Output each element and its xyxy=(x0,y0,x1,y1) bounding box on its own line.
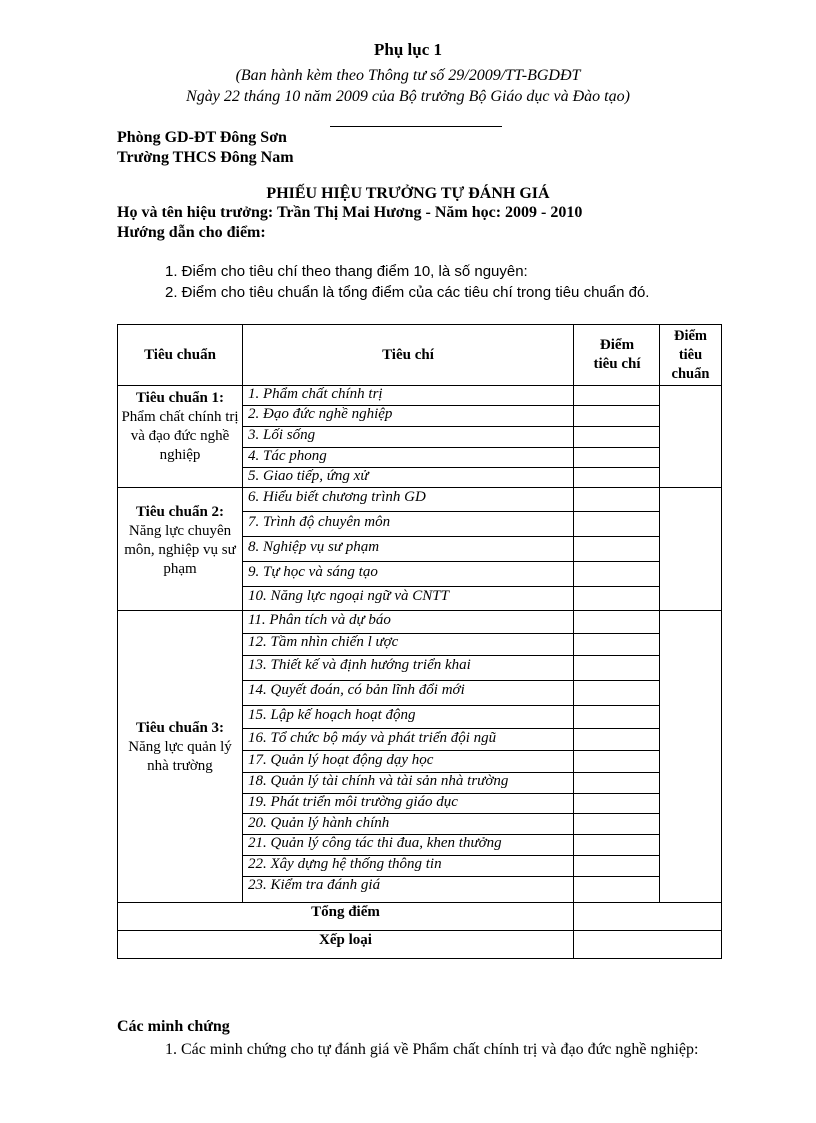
criterion-23: 23. Kiểm tra đánh giá xyxy=(248,877,381,893)
criterion-6: 6. Hiểu biết chương trình GD xyxy=(248,489,426,505)
criterion-10: 10. Năng lực ngoại ngữ và CNTT xyxy=(248,588,449,604)
standard-3-desc: Năng lực quản lý nhà trường xyxy=(128,739,232,774)
header-criterion-score: Điểm tiêu chí xyxy=(593,337,641,372)
standard-1-label: Tiêu chuẩn 1: xyxy=(135,390,225,406)
criterion-18: 18. Quản lý tài chính và tài sản nhà trường xyxy=(248,773,509,789)
standard-2-cell xyxy=(120,503,240,579)
criterion-1: 1. Phẩm chất chính trị xyxy=(248,386,383,402)
criterion-13: 13. Thiết kế và định hướng triển khai xyxy=(248,657,471,673)
issuance-note: (Ban hành kèm theo Thông tư số 29/2009/TT-BGDĐT xyxy=(235,67,581,84)
criterion-14: 14. Quyết đoán, có bản lĩnh đổi mới xyxy=(248,682,465,698)
criterion-12: 12. Tầm nhìn chiến l ược xyxy=(248,634,399,650)
criterion-19: 19. Phát triển môi trường giáo dục xyxy=(248,794,458,810)
header-standard: Tiêu chuẩn xyxy=(144,346,216,363)
criterion-21: 21. Quản lý công tác thi đua, khen thưởng xyxy=(248,835,502,851)
instruction-1: 1. Điểm cho tiêu chí theo thang điểm 10, là số nguyên: xyxy=(165,263,528,280)
criterion-17: 17. Quản lý hoạt động dạy học xyxy=(248,752,434,768)
criterion-5: 5. Giao tiếp, ứng xử xyxy=(248,468,369,484)
instruction-2: 2. Điểm cho tiêu chuẩn là tổng điểm của các tiêu chí trong tiêu chuẩn đó. xyxy=(165,284,650,301)
criterion-7: 7. Trình độ chuyên môn xyxy=(248,514,391,530)
standard-2-desc: Năng lực chuyên môn, nghiệp vụ sư phạm xyxy=(124,523,236,577)
criterion-20: 20. Quản lý hành chính xyxy=(248,815,390,831)
criterion-8: 8. Nghiệp vụ sư phạm xyxy=(248,539,380,555)
total-score-label: Tổng điểm xyxy=(311,904,380,920)
principal-line: Họ và tên hiệu trưởng: Trần Thị Mai Hương - Năm học: 2009 - 2010 xyxy=(117,204,583,221)
criterion-22: 22. Xây dựng hệ thống thông tin xyxy=(248,856,442,872)
standard-2-label: Tiêu chuẩn 2: xyxy=(135,504,225,520)
standard-1-desc: Phẩm chất chính trị và đạo đức nghề nghiệp xyxy=(121,409,239,463)
standard-3-label: Tiêu chuẩn 3: xyxy=(135,720,225,736)
school-name: Trường THCS Đông Nam xyxy=(117,149,294,166)
standard-3-cell xyxy=(120,719,240,776)
criterion-16: 16. Tổ chức bộ máy và phát triển đội ngũ xyxy=(248,730,497,746)
evidence-item-1: 1. Các minh chứng cho tự đánh giá về Phẩm chất chính trị và đạo đức nghề nghiệp: xyxy=(165,1041,699,1058)
criterion-15: 15. Lập kế hoạch hoạt động xyxy=(248,707,416,723)
issuance-date: Ngày 22 tháng 10 năm 2009 của Bộ trưởng Bộ Giáo dục và Đào tạo) xyxy=(186,88,630,105)
form-title: PHIẾU HIỆU TRƯỞNG TỰ ĐÁNH GIÁ xyxy=(266,185,550,202)
criterion-4: 4. Tác phong xyxy=(248,448,327,464)
criterion-11: 11. Phân tích và dự báo xyxy=(248,612,391,628)
criterion-9: 9. Tự học và sáng tạo xyxy=(248,564,378,580)
header-criterion: Tiêu chí xyxy=(382,346,434,363)
scoring-guide-label: Hướng dẫn cho điểm: xyxy=(117,224,266,241)
evidence-heading: Các minh chứng xyxy=(117,1018,230,1035)
standard-1-cell xyxy=(120,389,240,465)
rank-label: Xếp loại xyxy=(319,932,372,948)
department-name: Phòng GD-ĐT Đông Sơn xyxy=(117,129,287,146)
criterion-3: 3. Lối sống xyxy=(248,427,316,443)
header-standard-score: Điểm tiêu chuẩn xyxy=(671,327,710,382)
appendix-title: Phụ lục 1 xyxy=(373,40,443,59)
criterion-2: 2. Đạo đức nghề nghiệp xyxy=(248,406,393,422)
divider xyxy=(330,126,502,127)
